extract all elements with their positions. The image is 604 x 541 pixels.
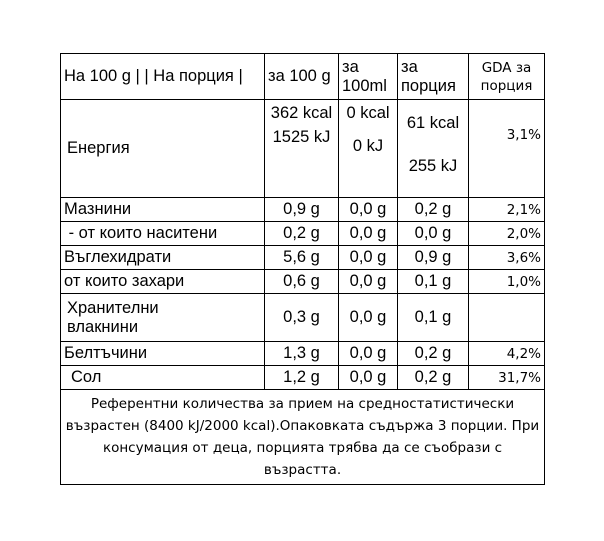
row-per-100g: 0,9 g: [265, 198, 339, 222]
row-portion: 0,0 g: [398, 222, 469, 246]
row-portion: 0,9 g: [398, 246, 469, 270]
row-label: от които захари: [61, 270, 265, 294]
row-label: Хранителни влакнини: [61, 294, 265, 342]
row-per-100ml: 0,0 g: [339, 246, 398, 270]
table-row: [61, 222, 545, 246]
row-per-100g: 1,3 g: [265, 342, 339, 366]
header-per-100g: за 100 g: [265, 54, 339, 100]
row-gda: 4,2%: [469, 342, 545, 366]
table-row: [61, 198, 545, 222]
row-per-100g: 0,2 g: [265, 222, 339, 246]
row-per-100ml: 0,0 g: [339, 366, 398, 390]
row-per-100ml: 0,0 g: [339, 294, 398, 342]
row-gda: 2,0%: [469, 222, 545, 246]
row-gda: 2,1%: [469, 198, 545, 222]
table-row: [61, 342, 545, 366]
header-per-portion: за порция: [398, 54, 469, 100]
row-per-100ml: 0,0 g: [339, 270, 398, 294]
energy-kcal-portion: 61 kcal: [406, 114, 460, 132]
row-per-100ml: 0,0 g: [339, 222, 398, 246]
row-per-100ml: 0,0 g: [339, 198, 398, 222]
footnote: Референтни количества за прием на средностатистически възрастен (8400 kJ/2000 kcal).Опаковката съдържа 3 порции. При консумация от деца, порцията трябва да се съобрази с възрастта.: [61, 390, 545, 485]
energy-per-100ml: [339, 100, 398, 198]
row-portion: 0,1 g: [398, 294, 469, 342]
row-portion: 0,2 g: [398, 366, 469, 390]
energy-label: Енергия: [61, 100, 265, 198]
row-label: Мазнини: [61, 198, 265, 222]
energy-kj-100g: 1525 kJ: [272, 128, 331, 146]
row-label: Белтъчини: [61, 342, 265, 366]
table-row: [61, 246, 545, 270]
energy-kcal-100ml: 0 kcal: [346, 104, 390, 122]
energy-per-100g: [265, 100, 339, 198]
row-per-100g: 0,6 g: [265, 270, 339, 294]
nutrition-table: [60, 53, 545, 485]
row-label: Въглехидрати: [61, 246, 265, 270]
header-per-100ml: за 100ml: [339, 54, 398, 100]
row-portion: 0,2 g: [398, 342, 469, 366]
row-label: Сол: [61, 366, 265, 390]
row-per-100ml: 0,0 g: [339, 342, 398, 366]
row-gda: 31,7%: [469, 366, 545, 390]
row-label: - от които наситени: [61, 222, 265, 246]
row-gda: 1,0%: [469, 270, 545, 294]
energy-row: [61, 100, 545, 198]
row-per-100g: 1,2 g: [265, 366, 339, 390]
row-portion: 0,1 g: [398, 270, 469, 294]
row-portion: 0,2 g: [398, 198, 469, 222]
header-per-100g-portion: На 100 g | | На порция |: [61, 54, 265, 100]
row-per-100g: 0,3 g: [265, 294, 339, 342]
energy-gda: 3,1%: [469, 100, 545, 198]
table-row: [61, 366, 545, 390]
row-gda: [469, 294, 545, 342]
table-row: [61, 270, 545, 294]
energy-kcal-100g: 362 kcal: [270, 104, 333, 122]
energy-per-portion: [398, 100, 469, 198]
header-gda: GDA за порция: [469, 54, 545, 100]
energy-kj-portion: 255 kJ: [408, 157, 458, 175]
energy-kj-100ml: 0 kJ: [352, 137, 384, 155]
row-per-100g: 5,6 g: [265, 246, 339, 270]
row-gda: 3,6%: [469, 246, 545, 270]
footnote-row: [61, 390, 545, 485]
table-row: [61, 294, 545, 342]
header-row: [61, 54, 545, 100]
